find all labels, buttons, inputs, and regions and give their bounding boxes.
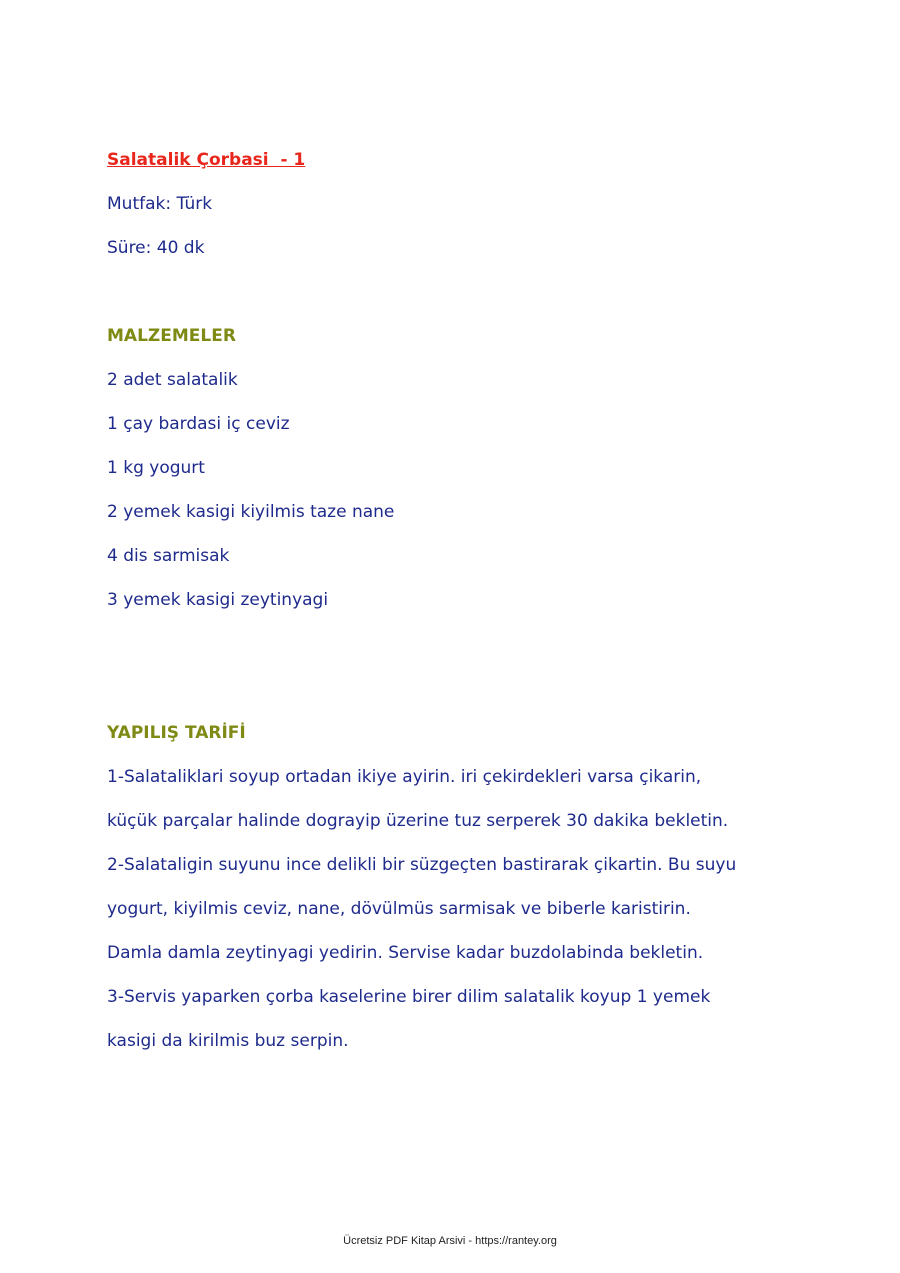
instructions-heading: YAPILIŞ TARİFİ bbox=[107, 723, 246, 743]
recipe-duration: Süre: 40 dk bbox=[107, 238, 205, 258]
recipe-cuisine: Mutfak: Türk bbox=[107, 194, 213, 214]
ingredients-heading: MALZEMELER bbox=[107, 326, 236, 346]
instruction-line: 1-Salataliklari soyup ortadan ikiye ayirin. iri çekirdekleri varsa çikarin, bbox=[107, 767, 702, 787]
instruction-line: kasigi da kirilmis buz serpin. bbox=[107, 1031, 349, 1051]
ingredient-item: 3 yemek kasigi zeytinyagi bbox=[107, 590, 329, 610]
recipe-title: Salatalik Çorbasi - 1 bbox=[107, 150, 306, 170]
ingredient-item: 4 dis sarmisak bbox=[107, 546, 230, 566]
ingredient-item: 2 yemek kasigi kiyilmis taze nane bbox=[107, 502, 395, 522]
instruction-line: 3-Servis yaparken çorba kaselerine birer dilim salatalik koyup 1 yemek bbox=[107, 987, 711, 1007]
ingredient-item: 2 adet salatalik bbox=[107, 370, 238, 390]
footer-text: Ücretsiz PDF Kitap Arsivi - https://rantey.org bbox=[343, 1235, 557, 1247]
instruction-line: yogurt, kiyilmis ceviz, nane, dövülmüs sarmisak ve biberle karistirin. bbox=[107, 899, 691, 919]
instruction-line: 2-Salataligin suyunu ince delikli bir süzgeçten bastirarak çikartin. Bu suyu bbox=[107, 855, 737, 875]
ingredient-item: 1 kg yogurt bbox=[107, 458, 205, 478]
ingredient-item: 1 çay bardasi iç ceviz bbox=[107, 414, 290, 434]
instruction-line: küçük parçalar halinde dograyip üzerine tuz serperek 30 dakika bekletin. bbox=[107, 811, 729, 831]
instruction-line: Damla damla zeytinyagi yedirin. Servise kadar buzdolabinda bekletin. bbox=[107, 943, 704, 963]
